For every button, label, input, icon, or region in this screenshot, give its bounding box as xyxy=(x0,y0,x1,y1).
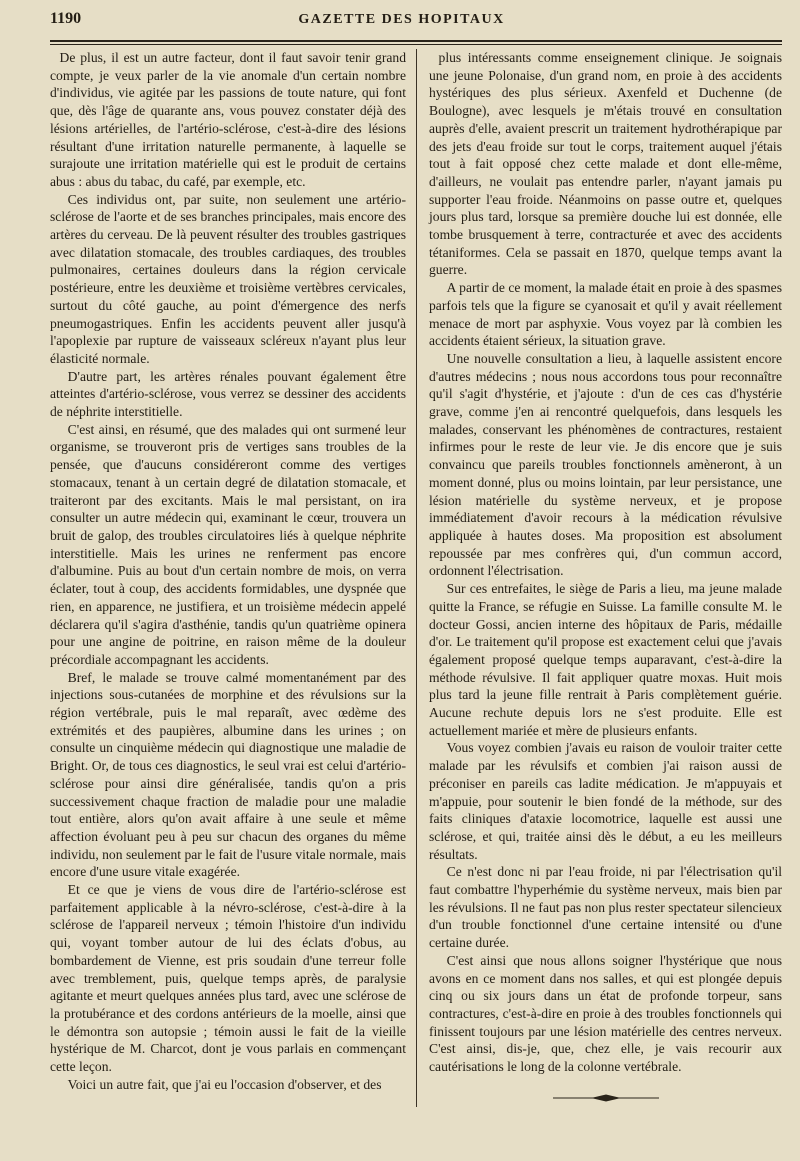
page-header xyxy=(50,10,782,36)
paragraph: C'est ainsi que nous allons soigner l'hystérique que nous avons en ce moment dans nos salles, et qui est plongée depuis cinq ou six jours dans un état de profonde torpeur, sans contractures, c'est-à-dire en proie à des troubles fonctionnels qui finissent toujours par une lésion matérielle des centres nerveux. C'est ainsi, dis-je, que, chez elle, je vais recourir aux cautérisations le long de la colonne vertébrale. xyxy=(429,952,782,1075)
end-ornament-icon xyxy=(429,1090,782,1108)
page-number: 1190 xyxy=(50,10,82,27)
paragraph: A partir de ce moment, la malade était en proie à des spasmes parfois tels que la figure se cyanosait et qu'il y avait réellement menace de mort par asphyxie. Vous voyez par là combien les accidents étaient sérieux, la situation grave. xyxy=(429,280,782,349)
paragraph: Ces individus ont, par suite, non seulement une artério-sclérose de l'aorte et de ses branches principales, mais encore des artères du cerveau. De là peuvent résulter des troubles gastriques avec dilatation stomacale, des troubles cardiaques, des troubles pulmonaires, certaines douleurs dans la région cervicale postérieure, entre les deuxième et troisième vertèbres cervicales, surtout du côté gauche, au point d'émergence des nerfs pneumogastriques. Enfin les accidents peuvent aller jusqu'à l'apoplexie par rupture de vaisseaux scléreux n'ayant plus leur élasticité normale. xyxy=(50,191,406,366)
paragraph: D'autre part, les artères rénales pouvant également être atteintes d'artério-sclérose, vous verrez se dessiner des accidents de néphrite interstitielle. xyxy=(50,368,406,420)
paragraph: C'est ainsi, en résumé, que des malades qui ont surmené leur organisme, se trouveront pris de vertiges sans troubles de la pensée, que d'aucuns considéreront comme des vertiges stomacaux, tenant à un certain degré de dilatation stomacale, et traiteront par des excitants. Mais le mal persistant, on ira consulter un autre médecin qui, examinant le cœur, trouvera un bruit de galop, des troubles circulatoires liés à quelque néphrite interstitielle. Mais les urines ne renferment pas encore d'albumine. Puis au bout d'un certain nombre de mois, on verra éclater, tout à coup, des accidents formidables, une dyspnée que rien, en apparence, ne justifiera, et un troisième médecin appelé déclarera qu'il s'agira d'asthénie, tandis qu'un quatrième opinera pour une angine de poitrine, en raison même de la douleur précordiale accompagnant les accidents. xyxy=(50,421,406,667)
journal-title: GAZETTE DES HOPITAUX xyxy=(298,12,505,27)
left-column xyxy=(50,49,416,1107)
header-rule-thick xyxy=(50,40,782,42)
paragraph: Vous voyez combien j'avais eu raison de vouloir traiter cette malade par les révulsifs et combien j'ai raison aussi de préconiser en pareils cas ladite médication. Je m'appuyais et m'appuie, pour soutenir le bien fondé de la méthode, sur des faits cliniques d'ataxie locomotrice, laquelle est aussi une sclérose, et qui, traitée ainsi dès le début, a eu les meilleurs résultats. xyxy=(429,740,782,862)
paragraph: De plus, il est un autre facteur, dont il faut savoir tenir grand compte, je veux parler de la vie anomale d'un certain nombre d'individus, vie agitée par les passions de toute nature, qui font que, dès l'âge de quarante ans, vous pouvez constater déjà des lésions artérielles, de l'artério-sclérose, c'est-à-dire des lésions résultant d'une irritation naturelle permanente, à laquelle se surajoute une irritation matérielle qui est le produit de certains abus : abus du tabac, du café, par exemple, etc. xyxy=(50,50,406,189)
right-column xyxy=(416,49,782,1107)
paragraph: plus intéressants comme enseignement clinique. Je soignais une jeune Polonaise, d'un grand nom, en proie à des accidents hystériques des plus sérieux. Axenfeld et Duchenne (de Boulogne), avec lesquels je m'étais trouvé en consultation auprès d'elle, avaient prescrit un traitement hydrothérapique par des jets d'eau froide sur tout le corps, traitement auquel j'étais tout à fait opposé chez cette malade et dont elle-même, d'ailleurs, ne voulait pas entendre parler, n'ayant jamais pu supporter l'eau froide. Néanmoins on passe outre et, quelques jours plus tard, lorsque sa première douche lui est donnée, elle tombe brusquement à terre, contracturée et avec des accidents tétaniformes. Cela se passait en 1870, quelque temps avant la guerre. xyxy=(429,50,782,278)
paragraph: Une nouvelle consultation a lieu, à laquelle assistent encore d'autres médecins ; nous nous accordons tous pour reconnaître qu'il s'agit d'hystérie, et j'ajoute : d'un de ces cas d'hystérie grave, comme j'en ai rencontré quelquefois, dans lesquels les malades, conservant les phénomènes de contractures, restaient infirmes pour le reste de leur vie. Je dis encore que je suis convaincu que pareils troubles fonctionnels amèneront, à un moment donné, plus ou moins lointain, par leur persistance, une lésion matérielle du système nerveux, et je propose immédiatement d'avoir recours à la médication révulsive appliquée à hautes doses. Ma proposition est absolument repoussée par mes confrères qui, d'un commun accord, ordonnent l'électrisation. xyxy=(429,350,782,579)
article-columns xyxy=(50,49,782,1107)
paragraph: Sur ces entrefaites, le siège de Paris a lieu, ma jeune malade quitte la France, se réfugie en Suisse. La famille consulte M. le docteur Gossi, ancien interne des hôpitaux de Paris, médaille d'or. Le traitement qu'il propose est exactement celui que j'avais également proposé quelque temps auparavant, c'est-à-dire la méthode révulsive. Il fait appliquer quatre moxas. Huit mois plus tard la jeune fille rentrait à Paris complètement guérie. Aucune rechute depuis lors ne s'est produite. Elle est actuellement mariée et mère de plusieurs enfants. xyxy=(429,581,782,738)
paragraph: Voici un autre fait, que j'ai eu l'occasion d'observer, et des xyxy=(67,1076,382,1092)
header-rule-thin xyxy=(50,44,782,45)
paragraph: Et ce que je viens de vous dire de l'artério-sclérose est parfaitement applicable à la névro-sclérose, c'est-à-dire à la sclérose de l'appareil nerveux ; témoin l'histoire d'un individu qui, voyant tomber autour de lui des éclats d'obus, au bombardement de Vienne, est pris soudain d'une terreur folle avec tremblement, puis, quelque temps après, de paralysie agitante et meurt quelques années plus tard, avec une sclérose de la protubérance et des cordons antérieurs de la moelle, ainsi que le démontra son autopsie ; témoin aussi le fait de la vieille hystérique de M. Charcot, dont je vous parlais en commençant cette leçon. xyxy=(50,882,406,1075)
paragraph: Ce n'est donc ni par l'eau froide, ni par l'électrisation qu'il faut combattre l'hyperhémie du système nerveux, mais bien par les révulsions. Il ne faut pas non plus rester spectateur silencieux d'un trouble fonctionnel d'une certaine intensité ou d'une certaine durée. xyxy=(429,864,782,951)
paragraph: Bref, le malade se trouve calmé momentanément par des injections sous-cutanées de morphine et des révulsions sur la région vertébrale, puis le mal reparaît, avec œdème des extrémités et des paupières, albumine dans les urines ; on consulte un cinquième médecin qui diagnostique une maladie de Bright. Or, de tous ces diagnostics, le seul vrai est celui d'artério-sclérose pour ainsi dire généralisée, tandis qu'on a pris successivement chaque fraction de maladie pour une maladie tout entière, alors qu'on avait affaire à une seule et même affection évoluant peu à peu sur chacun des organes du même individu, non seulement par le fait de l'usure vitale normale, mais encore d'une usure vitale exagérée. xyxy=(50,669,406,880)
